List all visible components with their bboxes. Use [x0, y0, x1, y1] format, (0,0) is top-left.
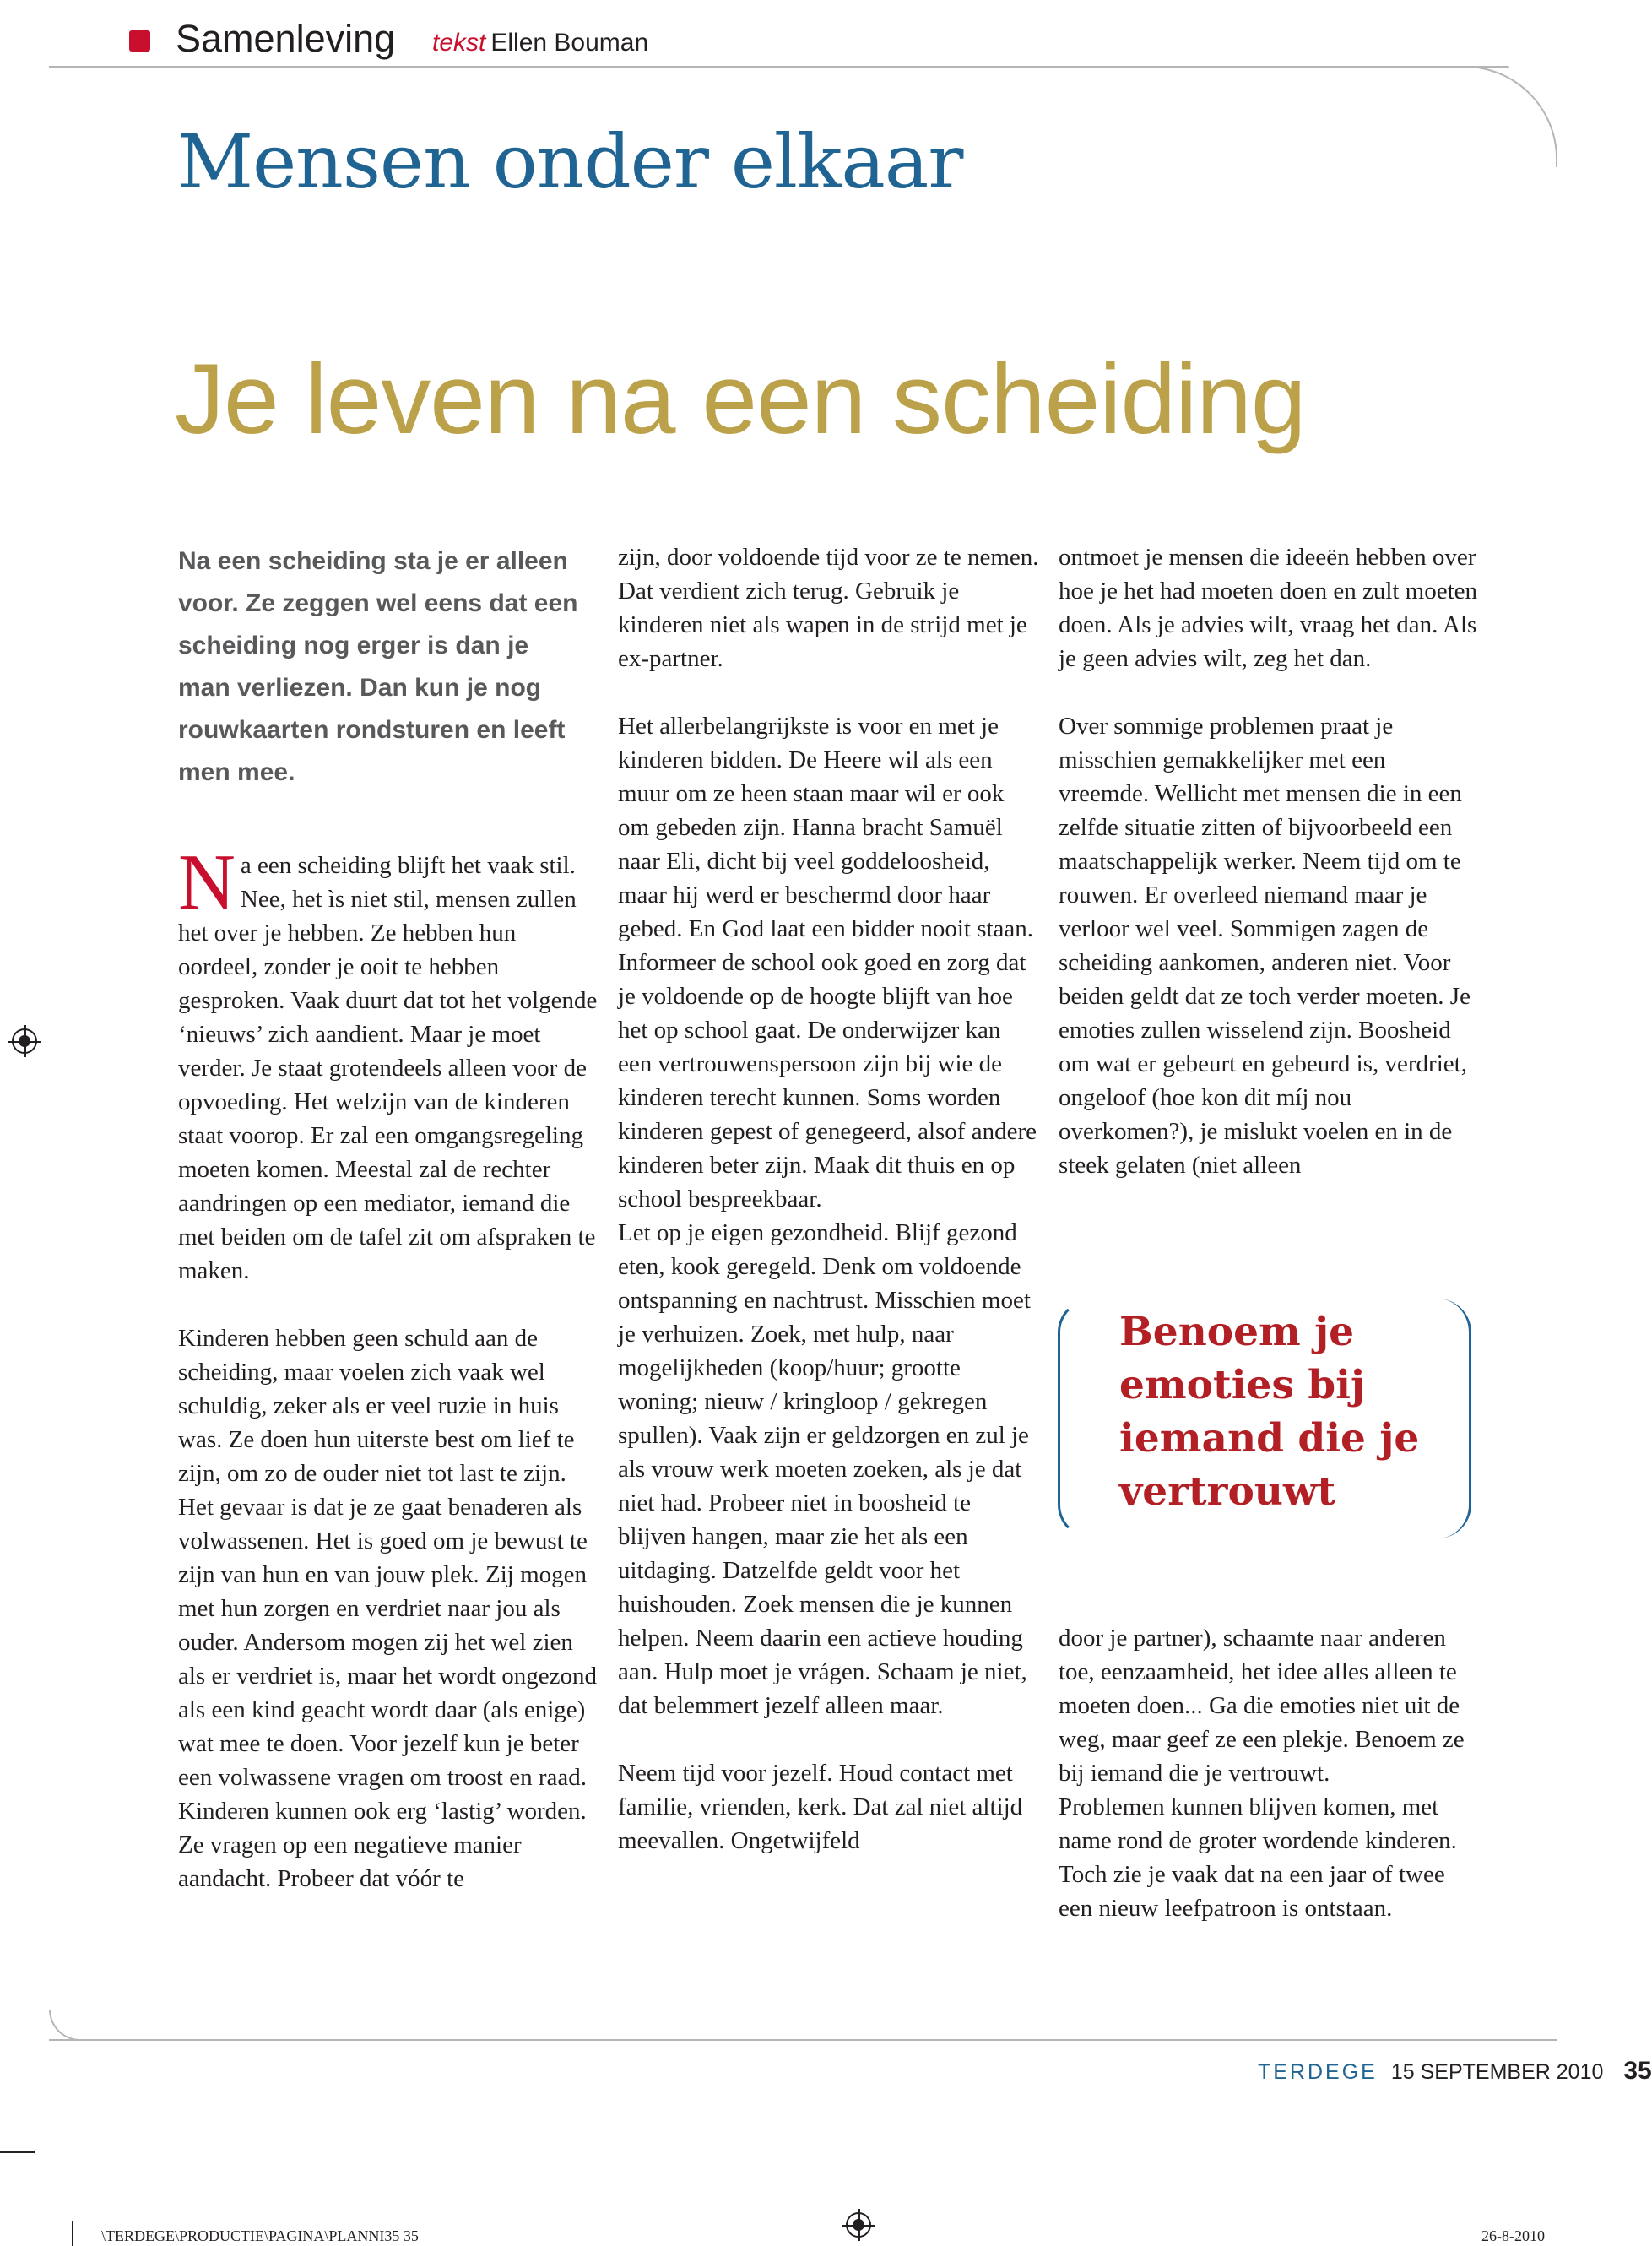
drop-cap: N	[178, 838, 236, 926]
paragraph: door je partner), schaamte naar anderen toe, eenzaamheid, het idee alles alleen te moeten doen... Ga die emoties niet uit de weg, maar geef ze een plekje. Benoem ze bij iemand die je vertrouwt.	[1059, 1625, 1465, 1787]
paragraph: Informeer de school ook goed en zorg dat je voldoende op de hoogte blijft van hoe het op school gaat. De onderwijzer kan een vertrouwenspersoon zijn bij wie de kinderen terecht kunnen. Soms worden kinderen gepest of genegeerd, alsof andere kinderen beter zijn. Maak dit thuis en op school bespreekbaar.	[618, 949, 1037, 1213]
page-number: 35	[1623, 2057, 1652, 2085]
column-3-continued	[1059, 1621, 1481, 1925]
registration-mark-icon	[846, 2212, 871, 2238]
bottom-corner-curve	[49, 2010, 100, 2041]
byline-label: tekst	[432, 29, 486, 57]
crop-mark	[72, 2221, 73, 2246]
author-name: Ellen Bouman	[490, 29, 649, 57]
headline: Je leven na een scheiding	[175, 344, 1306, 455]
column-title: Mensen onder elkaar	[177, 118, 963, 205]
top-corner-curve	[1465, 66, 1557, 167]
byline	[432, 29, 648, 57]
issue-date: 15 SEPTEMBER 2010	[1390, 2060, 1604, 2084]
paragraph: Kinderen hebben geen schuld aan de scheiding, maar voelen zich vaak wel schuldig, zeker als er veel ruzie in huis was. Ze doen hun uiterste best om lief te zijn, om zo de ouder niet tot last te zijn. Het gevaar is dat je ze gaat benaderen als volwassenen. Het is goed om je bewust te zijn van hun en van jouw plek. Zij mogen met hun zorgen en verdriet naar jou als ouder. Andersom mogen zij het wel zien als er verdriet is, maar het wordt ongezond als een kind geacht wordt daar (als enige) wat mee te doen. Voor jezelf kun je beter een volwassene vragen om troost en raad. Kinderen kunnen ook erg ‘lastig’ worden. Ze vragen op een negatieve manier aandacht. Probeer dat vóór te	[178, 1325, 598, 1892]
crop-mark	[0, 2151, 35, 2153]
paragraph: Het allerbelangrijkste is voor en met je kinderen bidden. De Heere wil als een muur om ze heen staan maar wil er ook om gebeden zijn. Hanna bracht Samuël naar Eli, dicht bij veel goddeloosheid, maar hij werd er beschermd door haar gebed. En God laat een bidder nooit staan.	[618, 713, 1034, 942]
intro-lead: Na een scheiding sta je er alleen voor. Ze zeggen wel eens dat een scheiding nog erger is dan je man verliezen. Dan kun je nog rouwkaarten rondsturen en leeft men mee.	[178, 547, 578, 786]
paragraph: Neem tijd voor jezelf. Houd contact met familie, vrienden, kerk. Dat zal niet altijd meevallen. Ongetwijfeld	[618, 1760, 1023, 1854]
registration-mark-icon	[12, 1028, 37, 1054]
paragraph-text: a een scheiding blijft het vaak stil. Nee, het ìs niet stil, mensen zullen het over je hebben. Ze hebben hun oordeel, zonder je ooit te hebben gesproken. Vaak duurt dat tot het volgende ‘nieuws’ zich aandient. Maar je moet verder. Je staat grotendeels alleen voor de opvoeding. Het welzijn van de kinderen staat voorop. Er zal een omgangsregeling moeten komen. Meestal zal de rechter aandringen op een mediator, iemand die met beiden om de tafel zit om afspraken te maken.	[178, 852, 598, 1284]
bottom-rule	[49, 2039, 1557, 2041]
slug-path: \TERDEGE\PRODUCTIE\PAGINA\PLANNI35 35	[101, 2227, 419, 2244]
section-marker	[129, 30, 150, 52]
column-3	[1059, 540, 1481, 1182]
section-title: Samenleving	[176, 17, 396, 60]
paragraph: zijn, door voldoende tijd voor ze te nemen. Dat verdient zich terug. Gebruik je kinderen niet als wapen in de strijd met je ex-partner.	[618, 544, 1039, 672]
slug-date: 26-8-2010	[1481, 2227, 1545, 2244]
paragraph: ontmoet je mensen die ideeën hebben over hoe je het had moeten doen en zult moeten doen. Als je advies wilt, vraag het dan. Als je geen advies wilt, zeg het dan.	[1059, 544, 1478, 672]
paragraph	[178, 838, 600, 1288]
pull-quote-text: Benoem je emoties bij iemand die je vertrouwt	[1119, 1309, 1420, 1515]
paragraph: Problemen kunnen blijven komen, met name rond de groter wordende kinderen. Toch zie je vaak dat na een jaar of twee een nieuw leefpatroon is ontstaan.	[1059, 1793, 1457, 1922]
column-2	[618, 540, 1040, 1858]
page-footer	[1258, 2057, 1652, 2086]
pull-quote	[1058, 1299, 1471, 1538]
top-rule	[49, 66, 1509, 68]
column-1	[178, 838, 600, 1929]
paragraph: Let op je eigen gezondheid. Blijf gezond eten, kook geregeld. Denk om voldoende ontspanning en nachtrust. Misschien moet je verhuizen. Zoek, met hulp, naar mogelijkheden (koop/huur; grootte woning; nieuw / kringloop / gekregen spullen). Vaak zijn er geldzorgen en zul je als vrouw werk moeten zoeken, als je dat niet had. Probeer niet in boosheid te blijven hangen, maar zie het als een uitdaging. Datzelfde geldt voor het huishouden. Zoek mensen die je kunnen helpen. Neem daarin een actieve houding aan. Hulp moet je vrágen. Schaam je niet, dat belemmert jezelf alleen maar.	[618, 1219, 1031, 1719]
magazine-name: TERDEGE	[1258, 2060, 1378, 2084]
quote-bracket-left	[1058, 1299, 1091, 1538]
paragraph: Over sommige problemen praat je misschien gemakkelijker met een vreemde. Wellicht met mensen die in een zelfde situatie zitten of bijvoorbeeld een maatschappelijk werker. Neem tijd om te rouwen. Er overleed niemand maar je verloor wel veel. Sommigen zagen de scheiding aankomen, anderen niet. Voor beiden geldt dat ze toch verder moeten. Je emoties zullen wisselend zijn. Boosheid om wat er gebeurt en gebeurd is, verdriet, ongeloof (hoe kon dit míj nou overkomen?), je mislukt voelen en in de steek gelaten (niet alleen	[1059, 713, 1471, 1179]
